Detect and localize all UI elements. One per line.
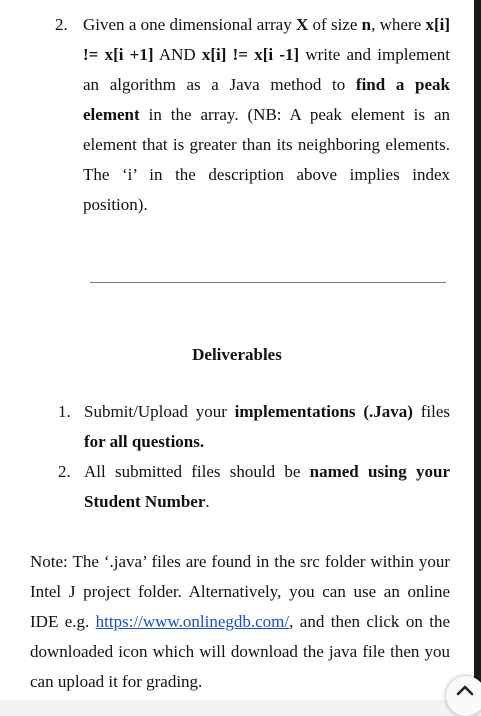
text-span: , and then click on the downloaded icon which will download the java file then you can upload it for grading. — [30, 612, 450, 691]
horizontal-divider — [90, 282, 446, 283]
bold-text: for all questions. — [84, 432, 205, 451]
item-number: 1. — [58, 402, 71, 421]
text-span: All submitted files should be — [84, 462, 310, 481]
text-span: files — [412, 402, 450, 421]
text-span: in the array. (NB: A peak element is an element that is greater than its neighboring elements. The ‘i’ in the description above implies index position). — [83, 105, 450, 214]
bold-array-name: X — [295, 15, 309, 34]
text-span: , where — [371, 15, 426, 34]
text-span: Given a one dimensional array — [83, 15, 296, 34]
note-paragraph — [30, 547, 450, 697]
bold-text: named using your Student Number — [84, 462, 450, 511]
bold-size-name: n — [361, 15, 372, 34]
text-span: Submit/Upload your — [84, 402, 235, 421]
question-2 — [55, 10, 450, 220]
question-2-text — [83, 10, 450, 220]
scroll-to-top-button[interactable] — [446, 676, 481, 716]
deliverable-item-1 — [58, 397, 450, 457]
deliverable-item-1-text — [84, 397, 450, 457]
item-number: 2. — [58, 462, 71, 481]
deliverable-item-2 — [58, 457, 450, 517]
text-span: Note: The ‘.java’ files are found in the src folder within your Intel J project folder. Alternatively, you can use an online IDE e.g. — [30, 552, 450, 631]
question-number: 2. — [55, 15, 68, 34]
text-span: write and implement an algorithm as a Java method to — [83, 45, 450, 94]
bold-find-peak: find a peak element — [83, 75, 450, 124]
chevron-up-icon — [456, 684, 474, 696]
deliverables-heading: Deliverables — [192, 345, 282, 364]
text-span: . — [205, 492, 210, 511]
bold-text: implementations (.Java) — [234, 402, 413, 421]
text-span: AND — [153, 45, 202, 64]
onlinegdb-link[interactable]: https://www.onlinegdb.com/ — [95, 612, 290, 631]
window-edge — [474, 0, 481, 700]
bold-condition-2: x[i] != x[i -1] — [201, 45, 300, 64]
deliverable-item-2-text — [84, 457, 450, 517]
bold-condition-1: x[i] != x[i +1] — [83, 15, 451, 64]
text-span: of size — [308, 15, 362, 34]
